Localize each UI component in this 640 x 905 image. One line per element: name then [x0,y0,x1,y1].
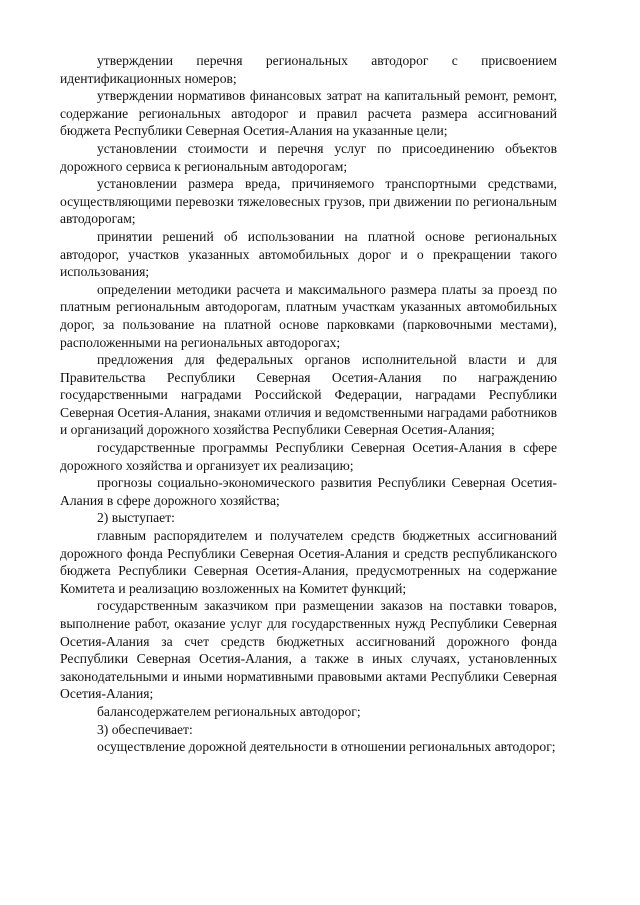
list-marker-paragraph: 3) обеспечивает: [97,721,193,737]
paragraph: осуществление дорожной деятельности в отношении региональных автодорог; [97,739,556,755]
paragraph: утверждении перечня региональных автодорог с присвоением идентификационных номеров; [60,53,557,86]
paragraph: определении методики расчета и максимального размера платы за проезд по платным региональным автодорогам, платным участкам указанных автомобильных дорог, за пользование на платной основе парковками (парковочными местами), расположенными на региональных автодорогах; [60,281,557,350]
paragraph: предложения для федеральных органов исполнительной власти и для Правительства Республики Северная Осетия-Алания по награждению государственными наградами Российской Федерации, наградами Республики Северная Осетия-Алания, знаками отличия и ведомственными наградами работников и организаций дорожного хозяйства Республики Северная Осетия-Алания; [60,352,557,438]
document-page [60,52,557,756]
paragraph: утверждении нормативов финансовых затрат на капитальный ремонт, ремонт, содержание региональных автодорог и правил расчета размера ассигнований бюджета Республики Северная Осетия-Алания на указанные цели; [60,88,557,139]
paragraph: установлении стоимости и перечня услуг по присоединению объектов дорожного сервиса к региональным автодорогам; [60,140,557,174]
paragraph: принятии решений об использовании на платной основе региональных автодорог, участков указанных автомобильных дорог и о прекращении такого использования; [60,228,557,280]
paragraph: главным распорядителем и получателем средств бюджетных ассигнований дорожного фонда Республики Северная Осетия-Алания и средств республиканского бюджета Республики Северная Осетия-Алания, предусмотренных на содержание Комитета и реализацию возложенных на Комитет функций; [60,528,557,596]
paragraph: государственные программы Республики Северная Осетия-Алания в сфере дорожного хозяйства и организует их реализацию; [60,440,557,473]
paragraph: установлении размера вреда, причиняемого транспортными средствами, осуществляющими перевозки тяжеловесных грузов, при движении по региональным автодорогам; [60,176,557,227]
paragraph: прогнозы социально-экономического развития Республики Северная Осетия-Алания в сфере дорожного хозяйства; [60,475,557,508]
list-marker-paragraph: 2) выступает: [97,510,175,526]
paragraph: государственным заказчиком при размещении заказов на поставки товаров, выполнение работ, оказание услуг для государственных нужд Республики Северная Осетия-Алания за счет средств бюджетных ассигнований дорожного фонда Республики Северная Осетия-Алания, а также в иных случаях, установленных законодательными и иными нормативными правовыми актами Республики Северная Осетия-Алания; [60,598,557,702]
paragraph: балансодержателем региональных автодорог; [97,703,361,719]
